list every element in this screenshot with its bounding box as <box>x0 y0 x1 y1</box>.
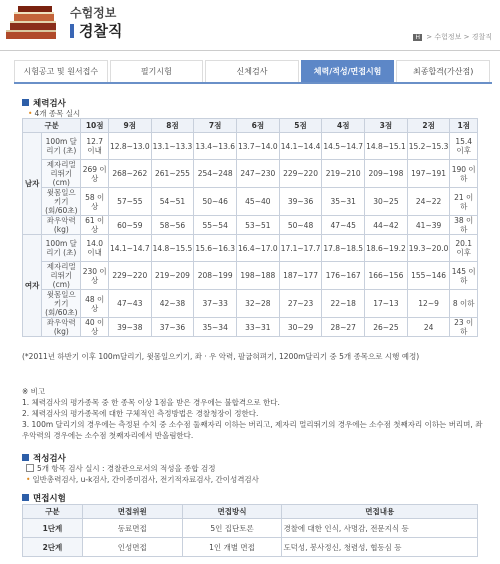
table-header-cell: 6점 <box>237 119 280 133</box>
table-row <box>23 519 478 538</box>
score-cell: 26~25 <box>365 318 408 337</box>
table-cell: 1인 개별 면접 <box>182 538 282 557</box>
aptitude-line: 5개 항목 검사 실시 : 경찰관으로서의 적성을 종합 검정 <box>26 463 216 474</box>
score-cell: 15.4 이후 <box>450 133 478 160</box>
table-row <box>23 188 478 216</box>
score-cell: 254~248 <box>194 160 237 188</box>
interview-table <box>22 504 478 557</box>
score-cell: 229~220 <box>279 160 322 188</box>
score-cell: 35~34 <box>194 318 237 337</box>
remark-item: 3. 100m 달리기의 경우에는 측정된 수치 중 소수점 둘째자리 이하는 버리고, 제자리 멀리뛰기의 경우에는 소수점 첫째자리 이하는 버리며, 좌우악력의 경우에는 소수점 첫째자리에서 반올림한다. <box>22 420 483 440</box>
divider <box>0 50 500 51</box>
books-logo-icon <box>4 4 62 42</box>
score-cell: 209~198 <box>365 160 408 188</box>
score-cell: 17.1~17.7 <box>279 235 322 262</box>
tab-fitness-interview[interactable]: 체력/적성/면접시험 <box>301 60 395 82</box>
score-cell: 198~188 <box>237 262 280 290</box>
score-cell: 50~46 <box>194 188 237 216</box>
score-cell: 30~25 <box>365 188 408 216</box>
score-cell: 208~199 <box>194 262 237 290</box>
checkbox-icon <box>26 464 34 472</box>
row-label-cell: 100m 달리기 (초) <box>42 133 81 160</box>
bullet-square-icon <box>22 99 29 106</box>
score-cell: 8 이하 <box>450 290 478 318</box>
score-cell: 47~45 <box>322 216 365 235</box>
score-cell: 14.0 이내 <box>81 235 109 262</box>
aptitude-heading: 적성검사 <box>22 452 66 464</box>
score-cell: 41~39 <box>407 216 450 235</box>
remark-item: 1. 체력검사의 평가종목 중 한 종목 이상 1점을 받은 경우에는 불합격으로 한다. <box>22 398 280 407</box>
score-cell: 22~18 <box>322 290 365 318</box>
score-cell: 13.7~14.0 <box>237 133 280 160</box>
tab-written-exam[interactable]: 필기시험 <box>110 60 204 82</box>
tab-announcement[interactable]: 시험공고 및 원서접수 <box>14 60 108 82</box>
score-cell: 50~48 <box>279 216 322 235</box>
table-header-cell: 5점 <box>279 119 322 133</box>
table-cell: 경찰에 대한 인식, 사명감, 전문지식 등 <box>282 519 478 538</box>
score-cell: 47~43 <box>108 290 151 318</box>
score-cell: 19.3~20.0 <box>407 235 450 262</box>
tab-final-pass[interactable]: 최종합격(가산점) <box>396 60 490 82</box>
score-cell: 40 이상 <box>81 318 109 337</box>
stage-cell: 1단계 <box>23 519 83 538</box>
row-label-cell: 제자리멀리뛰기 (cm) <box>42 262 81 290</box>
table-header-cell: 9점 <box>108 119 151 133</box>
score-cell: 45~40 <box>237 188 280 216</box>
score-cell: 247~230 <box>237 160 280 188</box>
breadcrumb-item[interactable]: > 수험정보 <box>426 33 462 41</box>
score-cell: 17.8~18.5 <box>322 235 365 262</box>
table-row <box>23 290 478 318</box>
score-cell: 23 이하 <box>450 318 478 337</box>
score-cell: 20.1 이후 <box>450 235 478 262</box>
score-cell: 176~167 <box>322 262 365 290</box>
row-label-cell: 윗몸일으키기 (회/60초) <box>42 188 81 216</box>
fitness-note: • 4개 종목 실시 <box>28 109 81 118</box>
table-header-cell: 면접위원 <box>82 505 182 519</box>
page-title: 경찰직 <box>70 20 122 41</box>
table-header-cell: 구분 <box>23 119 81 133</box>
score-cell: 57~55 <box>108 188 151 216</box>
table-header-cell: 2점 <box>407 119 450 133</box>
aptitude-items: • 일반총력검사, u-k검사, 간이종미검사, 전기적자료검사, 간이성격검사 <box>26 475 259 484</box>
table-header-cell: 면접내용 <box>282 505 478 519</box>
table-cell: 동료면접 <box>82 519 182 538</box>
table-header-cell: 면접방식 <box>182 505 282 519</box>
bullet-square-icon <box>22 454 29 461</box>
breadcrumb-item[interactable]: > 경찰직 <box>463 33 492 41</box>
table-cell: 도덕성, 봉사정신, 청렴성, 협동심 등 <box>282 538 478 557</box>
score-cell: 13.4~13.6 <box>194 133 237 160</box>
score-cell: 21 이하 <box>450 188 478 216</box>
score-cell: 27~23 <box>279 290 322 318</box>
table-row <box>23 160 478 188</box>
table-header-cell: 7점 <box>194 119 237 133</box>
table-cell: 인성면접 <box>82 538 182 557</box>
score-cell: 28~27 <box>322 318 365 337</box>
score-cell: 24~22 <box>407 188 450 216</box>
score-cell: 37~36 <box>151 318 194 337</box>
score-cell: 30~29 <box>279 318 322 337</box>
table-header-cell: 4점 <box>322 119 365 133</box>
stage-cell: 2단계 <box>23 538 83 557</box>
score-cell: 14.1~14.4 <box>279 133 322 160</box>
score-cell: 58 이상 <box>81 188 109 216</box>
table-cell: 5인 집단토론 <box>182 519 282 538</box>
score-cell: 39~38 <box>108 318 151 337</box>
tab-bar <box>14 60 492 84</box>
fitness-heading: 체력검사 <box>22 97 66 109</box>
row-label-cell: 좌우악력(kg) <box>42 318 81 337</box>
score-cell: 48 이상 <box>81 290 109 318</box>
score-cell: 230 이상 <box>81 262 109 290</box>
table-row <box>23 133 478 160</box>
remarks-title: ※ 비고 <box>22 387 46 396</box>
page-header <box>0 0 500 50</box>
score-cell: 60~59 <box>108 216 151 235</box>
remark-item: 2. 체력검사의 평가종목에 대한 구체적인 측정방법은 경찰청장이 정한다. <box>22 409 259 418</box>
score-cell: 15.6~16.3 <box>194 235 237 262</box>
score-cell: 14.8~15.1 <box>365 133 408 160</box>
score-cell: 42~38 <box>151 290 194 318</box>
bullet-square-icon <box>22 494 29 501</box>
table-header-cell: 10점 <box>81 119 109 133</box>
breadcrumb <box>413 32 492 42</box>
score-cell: 33~31 <box>237 318 280 337</box>
tab-physical-exam[interactable]: 신체검사 <box>205 60 299 82</box>
row-label-cell: 윗몸일으키기 (회/60초) <box>42 290 81 318</box>
score-cell: 16.4~17.0 <box>237 235 280 262</box>
group-label-cell: 여자 <box>23 235 42 337</box>
score-cell: 13.1~13.3 <box>151 133 194 160</box>
score-cell: 269 이상 <box>81 160 109 188</box>
table-row <box>23 318 478 337</box>
score-cell: 18.6~19.2 <box>365 235 408 262</box>
table-row <box>23 216 478 235</box>
score-cell: 12.8~13.0 <box>108 133 151 160</box>
score-cell: 15.2~15.3 <box>407 133 450 160</box>
score-cell: 35~31 <box>322 188 365 216</box>
table-row <box>23 235 478 262</box>
table-header-cell: 구분 <box>23 505 83 519</box>
score-cell: 44~42 <box>365 216 408 235</box>
section-subtitle: 수험정보 <box>70 6 117 20</box>
fitness-table <box>22 118 478 337</box>
interview-heading: 면접시험 <box>22 492 66 504</box>
score-cell: 219~210 <box>322 160 365 188</box>
score-cell: 187~177 <box>279 262 322 290</box>
score-cell: 38 이하 <box>450 216 478 235</box>
score-cell: 37~33 <box>194 290 237 318</box>
table-row <box>23 538 478 557</box>
score-cell: 61 이상 <box>81 216 109 235</box>
table-header-cell: 8점 <box>151 119 194 133</box>
row-label-cell: 제자리멀리뛰기 (cm) <box>42 160 81 188</box>
remarks-block <box>22 386 488 441</box>
table-header-cell: 3점 <box>365 119 408 133</box>
score-cell: 39~36 <box>279 188 322 216</box>
score-cell: 197~191 <box>407 160 450 188</box>
home-icon[interactable]: H <box>415 34 420 41</box>
score-cell: 268~262 <box>108 160 151 188</box>
score-cell: 17~13 <box>365 290 408 318</box>
score-cell: 12.7 이내 <box>81 133 109 160</box>
row-label-cell: 100m 달리기 (초) <box>42 235 81 262</box>
score-cell: 55~54 <box>194 216 237 235</box>
score-cell: 32~28 <box>237 290 280 318</box>
score-cell: 53~51 <box>237 216 280 235</box>
group-label-cell: 남자 <box>23 133 42 235</box>
score-cell: 145 이하 <box>450 262 478 290</box>
row-label-cell: 좌우악력(kg) <box>42 216 81 235</box>
table-header-cell: 1점 <box>450 119 478 133</box>
score-cell: 54~51 <box>151 188 194 216</box>
table-row <box>23 262 478 290</box>
score-cell: 261~255 <box>151 160 194 188</box>
score-cell: 14.1~14.7 <box>108 235 151 262</box>
score-cell: 155~146 <box>407 262 450 290</box>
score-cell: 219~209 <box>151 262 194 290</box>
score-cell: 166~156 <box>365 262 408 290</box>
score-cell: 14.5~14.7 <box>322 133 365 160</box>
score-cell: 58~56 <box>151 216 194 235</box>
score-cell: 14.8~15.5 <box>151 235 194 262</box>
score-cell: 24 <box>407 318 450 337</box>
fitness-footnote: (*2011년 하반기 이후 100m달리기, 윗몸일으키기, 좌 · 우 악력, 팔굽혀펴기, 1200m달리기 중 5개 종목으로 시행 예정) <box>22 352 420 361</box>
score-cell: 229~220 <box>108 262 151 290</box>
score-cell: 190 이하 <box>450 160 478 188</box>
score-cell: 12~9 <box>407 290 450 318</box>
